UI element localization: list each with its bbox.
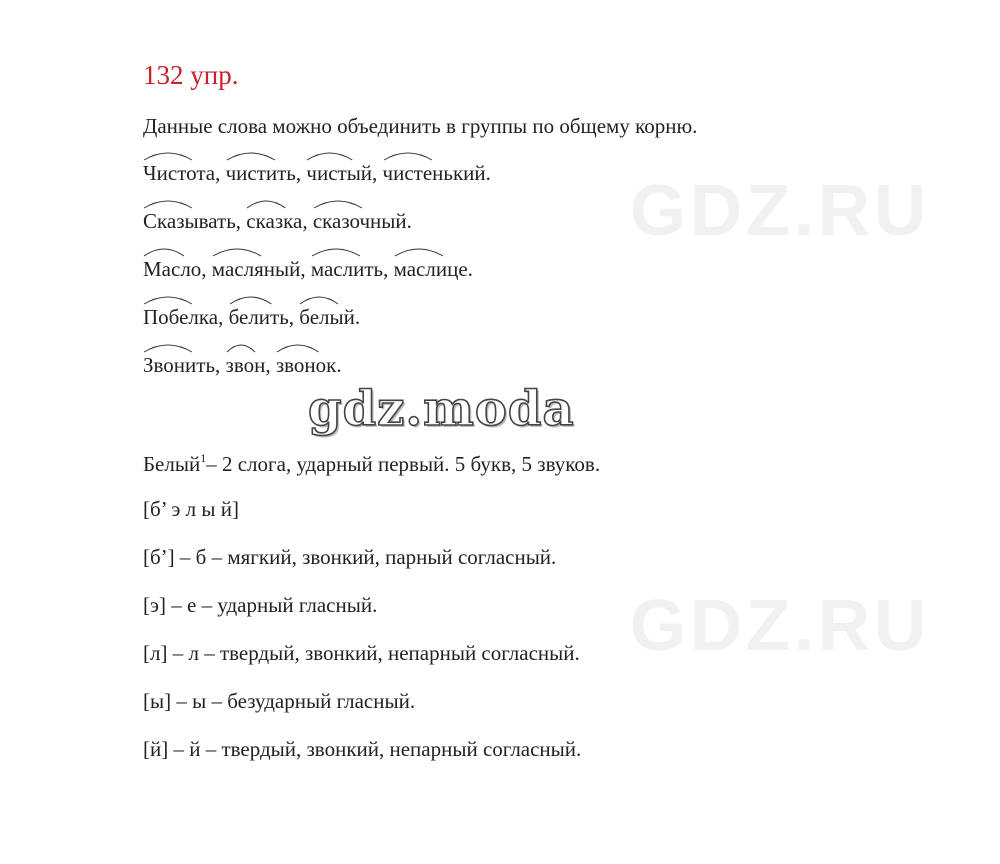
root-arc-mark	[276, 341, 320, 353]
background-watermark: GDZ.RU	[630, 586, 930, 666]
group-end: .	[336, 353, 342, 377]
exercise-title: 132 упр.	[143, 60, 239, 90]
stress-superscript: 1	[200, 451, 207, 465]
root-arc-mark	[143, 149, 193, 161]
root-arc-mark	[299, 293, 339, 305]
root-arc-mark	[226, 341, 256, 353]
group-end: .	[485, 161, 491, 185]
background-watermark: GDZ.RU	[630, 171, 930, 251]
root-arc-mark	[143, 341, 193, 353]
root-arc-mark	[143, 245, 185, 257]
transcription: [б’ э л ы й]	[143, 497, 239, 521]
group-end: .	[406, 209, 412, 233]
group-end: .	[467, 257, 473, 281]
word-group: Звонить , звон , звонок .	[143, 355, 342, 376]
root-word: Звонить	[143, 353, 215, 377]
sound-line: [э] – е – ударный гласный.	[143, 593, 378, 617]
summary-text: – 2 слога, ударный первый. 5 букв, 5 звуков.	[206, 452, 601, 476]
root-word: белый	[299, 305, 355, 329]
group-end: .	[354, 305, 361, 329]
root-arc-mark	[212, 245, 262, 257]
root-arc-mark	[311, 245, 361, 257]
watermark-logo: gdz.moda	[308, 381, 575, 437]
word-group: Сказывать , сказка , сказочный .	[143, 211, 412, 232]
root-word: масляный	[212, 257, 301, 281]
root-word: маслице	[394, 257, 468, 281]
root-word: Масло	[143, 257, 201, 281]
sound-line: [й] – й – твердый, звонкий, непарный согласный.	[143, 737, 582, 761]
sound-line: [л] – л – твердый, звонкий, непарный согласный.	[143, 641, 580, 665]
root-word: звон	[226, 353, 266, 377]
word-group: Побелка , белить , белый .	[143, 307, 360, 328]
root-word: Побелка	[143, 305, 218, 329]
root-word: чистенький	[383, 161, 486, 185]
root-word: маслить	[311, 257, 383, 281]
root-word: сказка	[246, 209, 302, 233]
phonetic-summary	[143, 452, 600, 475]
sound-line: [б’] – б – мягкий, звонкий, парный согласный.	[143, 545, 557, 569]
root-word: чистить	[226, 161, 296, 185]
root-arc-mark	[394, 245, 444, 257]
root-arc-mark	[313, 197, 363, 209]
root-word: сказочный	[313, 209, 407, 233]
analyzed-word: Белый	[143, 452, 201, 476]
intro-text: Данные слова можно объединить в группы по общему корню.	[143, 114, 698, 138]
root-arc-mark	[226, 149, 276, 161]
root-arc-mark	[229, 293, 272, 305]
root-arc-mark	[143, 293, 193, 305]
root-arc-mark	[246, 197, 286, 209]
root-arc-mark	[383, 149, 433, 161]
word-group: Чистота , чистить , чистый , чистенький .	[143, 163, 491, 184]
sound-line: [ы] – ы – безударный гласный.	[143, 689, 416, 713]
root-word: чистый	[306, 161, 372, 185]
root-word: Сказывать	[143, 209, 236, 233]
root-word: Чистота	[143, 161, 215, 185]
root-arc-mark	[143, 197, 193, 209]
root-arc-mark	[306, 149, 353, 161]
root-word: белить	[229, 305, 289, 329]
root-word: звонок	[276, 353, 337, 377]
word-group: Масло , масляный , маслить , маслице .	[143, 259, 473, 280]
